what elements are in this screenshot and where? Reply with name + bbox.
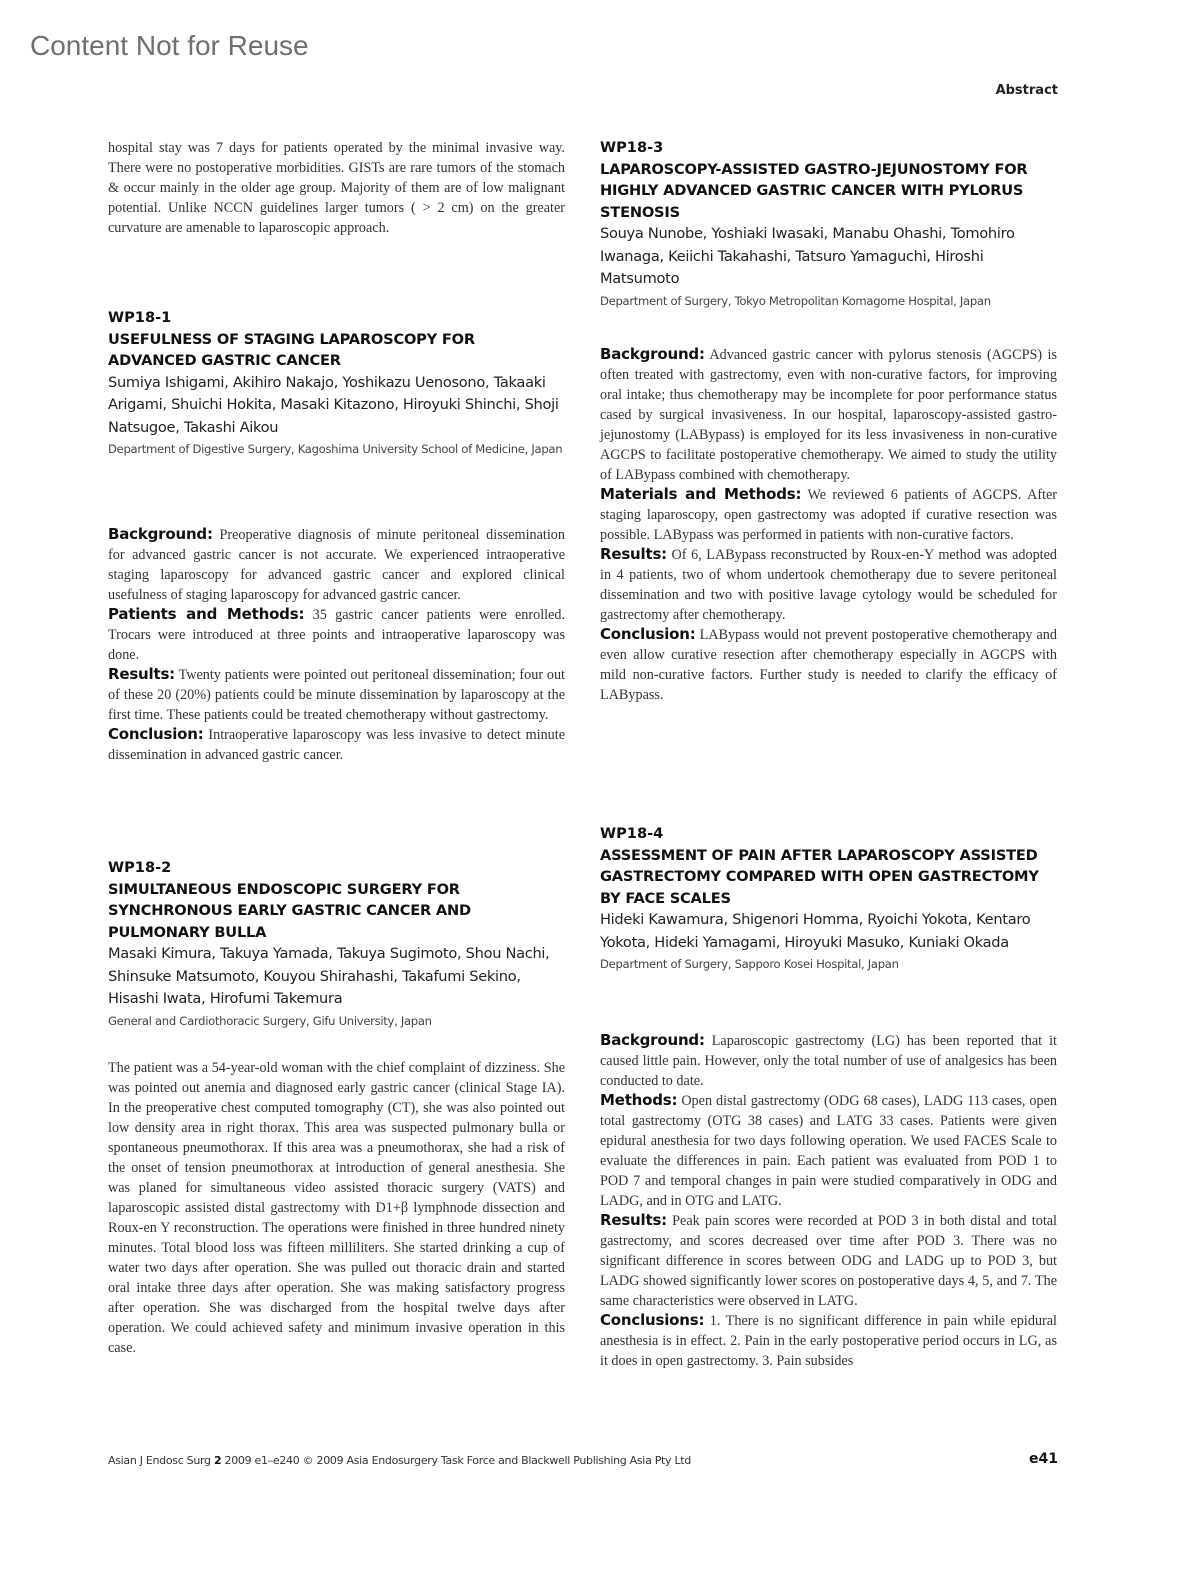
section-label: Materials and Methods: [600,485,802,503]
abstract-wp18-3-body [600,345,1057,705]
running-head: Abstract [995,83,1058,98]
section-label: Background: [600,345,705,363]
section-text: Peak pain scores were recorded at POD 3 in both distal and total gastrectomy, and scores decreased over time after POD 3. There was no significant difference in scores between ODG and LADG up to POD 3, but LADG showed significantly lower scores on postoperative days 4, 5, and 7. The same characteristics were observed in LATG. [600,1213,1058,1309]
section-results [600,545,1057,625]
abstract-wp18-1 [108,307,565,460]
section-results [600,1211,1057,1311]
abstract-authors: Souya Nunobe, Yoshiaki Iwasaki, Manabu Ohashi, Tomohiro Iwanaga, Keiichi Takahashi, Tatsuro Yamaguchi, Hiroshi Matsumoto [600,225,1015,287]
abstract-code: WP18-3 [600,139,664,156]
section-label: Conclusion: [600,625,696,643]
abstract-wp18-4 [600,823,1057,975]
abstract-affiliation: General and Cardiothoracic Surgery, Gifu University, Japan [108,1013,432,1028]
section-text: Intraoperative laparoscopy was less invasive to detect minute dissemination in advanced gastric cancer. [108,727,566,763]
abstract-code: WP18-2 [108,859,172,876]
abstract-authors: Sumiya Ishigami, Akihiro Nakajo, Yoshikazu Uenosono, Takaaki Arigami, Shuichi Hokita, Masaki Kitazono, Hiroyuki Shinchi, Shoji Natsugoe, Takashi Aikou [108,373,559,436]
footer-volume: 2 [213,1454,222,1467]
section-label: Conclusion: [108,725,204,743]
watermark: Content Not for Reuse [30,30,309,61]
section-methods [600,485,1057,545]
section-text: Twenty patients were pointed out peritoneal dissemination; four out of these 20 (20%) patients could be minute dissemination by laparoscopy at the first time. These patients could be treated chemotherapy without gastrectomy. [108,667,566,723]
continuation-block [108,138,565,238]
abstract-affiliation: Department of Surgery, Tokyo Metropolitan Komagome Hospital, Japan [600,293,991,308]
section-methods [108,605,565,665]
section-conclusion [108,725,565,765]
page-number: e41 [1029,1451,1058,1467]
abstract-wp18-1-body [108,525,565,765]
abstract-wp18-4-body [600,1031,1057,1371]
abstract-wp18-2 [108,857,565,1032]
section-results [108,665,565,725]
section-text: LABypass would not prevent postoperative chemotherapy and even allow curative resection after chemotherapy especially in AGCPS with mild non-curative factors. Further study is needed to clarify the efficacy of LABypass. [600,627,1057,703]
continuation-text: hospital stay was 7 days for patients operated by the minimal invasive way. There were no postoperative morbidities. GISTs are rare tumors of the stomach & occur mainly in the older age group. Majority of them are of low malignant potential. Unlike NCCN guidelines larger tumors ( > 2 cm) on the greater curvature are amenable to laparoscopic approach. [108,140,565,236]
section-label: Methods: [600,1091,678,1109]
section-text: Open distal gastrectomy (ODG 68 cases), LADG 113 cases, open total gastrectomy (OTG 38 cases) and LATG 33 cases. Patients were given epidural anesthesia for two days following operation. We used FACES Scale to evaluate the differences in pain. Each patient was evaluated from POD 1 to POD 7 and temporal changes in pain were studied comparatively in ODG and LADG, and in OTG and LATG. [600,1093,1057,1209]
abstract-code: WP18-4 [600,825,664,842]
abstract-affiliation: Department of Surgery, Sapporo Kosei Hospital, Japan [600,957,899,971]
section-label: Results: [600,545,667,563]
abstract-affiliation: Department of Digestive Surgery, Kagoshima University School of Medicine, Japan [108,442,563,456]
section-conclusions [600,1311,1057,1371]
section-text: Advanced gastric cancer with pylorus stenosis (AGCPS) is often treated with gastrectomy, even with non-curative factors, for improving oral intake; thus chemotherapy may be incomplete for poor performance status cased by surgical invasiveness. In our hospital, laparoscopy-assisted gastro-jejunostomy (LABypass) is employed for its less invasiveness in non-curative AGCPS to facilitate postoperative chemotherapy. We aimed to study the utility of LABypass combined with chemotherapy. [600,347,1058,483]
abstract-title: USEFULNESS OF STAGING LAPAROSCOPY FOR ADVANCED GASTRIC CANCER [108,330,475,369]
section-text: Laparoscopic gastrectomy (LG) has been reported that it caused little pain. However, only the total number of use of analgesics has been conducted to date. [600,1033,1057,1089]
section-label: Patients and Methods: [108,605,305,623]
section-text: 35 gastric cancer patients were enrolled. Trocars were introduced at three points and intraoperative laparoscopy was done. [108,607,566,663]
footer-journal: Asian J Endosc Surg [108,1454,211,1467]
abstract-code: WP18-1 [108,309,172,326]
section-text: Preoperative diagnosis of minute peritoneal dissemination for advanced gastric cancer is not accurate. We experienced intraoperative staging laparoscopy for advanced gastric cancer and explored clinical usefulness of staging laparoscopy for advanced gastric cancer. [108,527,565,603]
case-text: The patient was a 54-year-old woman with the chief complaint of dizziness. She was pointed out anemia and diagnosed early gastric cancer (clinical Stage IA). In the preoperative chest computed tomography (CT), she was also pointed out low density area in right thorax. This area was suspected pulmonary bulla or spontaneous pneumothorax. If this area was a pneumothorax, she had a risk of the onset of tension pneumothorax at introduction of general anesthesia. She was planed for simultaneous video assisted thoracic surgery (VATS) and laparoscopic assisted distal gastrectomy with D1+β lymphnode dissection and Roux-en Y reconstruction. The operations were finished in three hundred ninety minutes. Total blood loss was fifteen milliliters. She started drinking a cup of water two days after operation. She was pulled out thoracic drain and started oral intake three days after operation. She was making satisfactory progress after operation. She was discharged from the hospital twelve days after operation. We could achieved safety and minimum invasive operation in this case. [108,1060,565,1356]
section-text: Of 6, LABypass reconstructed by Roux-en-Y method was adopted in 4 patients, two of whom undertook chemotherapy due to severe peritoneal dissemination and two with positive lavage cytology would be scheduled for gastrectomy after chemotherapy. [600,547,1057,623]
section-background [600,1031,1057,1091]
section-label: Results: [108,665,175,683]
section-conclusion [600,625,1057,705]
abstract-wp18-2-body [108,1058,565,1358]
footer-copyright: 2009 e1–e240 © 2009 Asia Endosurgery Task Force and Blackwell Publishing Asia Pty Ltd [224,1454,691,1467]
section-methods [600,1091,1057,1211]
abstract-title: LAPAROSCOPY-ASSISTED GASTRO-JEJUNOSTOMY FOR HIGHLY ADVANCED GASTRIC CANCER WITH PYLORUS STENOSIS [600,160,1028,221]
section-label: Results: [600,1211,667,1229]
section-text: We reviewed 6 patients of AGCPS. After staging laparoscopy, open gastrectomy was adopted if curative resection was possible. LABypass was performed in patients with non-curative factors. [600,487,1058,543]
section-label: Background: [600,1031,705,1049]
section-background [108,525,565,605]
abstract-authors: Masaki Kimura, Takuya Yamada, Takuya Sugimoto, Shou Nachi, Shinsuke Matsumoto, Kouyou Shirahashi, Takafumi Sekino, Hisashi Iwata, Hirofumi Takemura [108,945,550,1007]
footer-citation [108,1454,691,1467]
abstract-title: SIMULTANEOUS ENDOSCOPIC SURGERY FOR SYNCHRONOUS EARLY GASTRIC CANCER AND PULMONARY BULLA [108,880,471,941]
section-label: Conclusions: [600,1311,705,1329]
section-label: Background: [108,525,213,543]
abstract-authors: Hideki Kawamura, Shigenori Homma, Ryoichi Yokota, Kentaro Yokota, Hideki Yamagami, Hiroyuki Masuko, Kuniaki Okada [600,911,1031,951]
abstract-wp18-3 [600,137,1057,312]
section-background [600,345,1057,485]
abstract-title: ASSESSMENT OF PAIN AFTER LAPAROSCOPY ASSISTED GASTRECTOMY COMPARED WITH OPEN GASTRECTOMY BY FACE SCALES [600,846,1039,907]
section-text: 1. There is no significant difference in pain while epidural anesthesia is in effect. 2. Pain in the early postoperative period occurs in LG, as it does in open gastrectomy. 3. Pain subsides [600,1313,1057,1369]
